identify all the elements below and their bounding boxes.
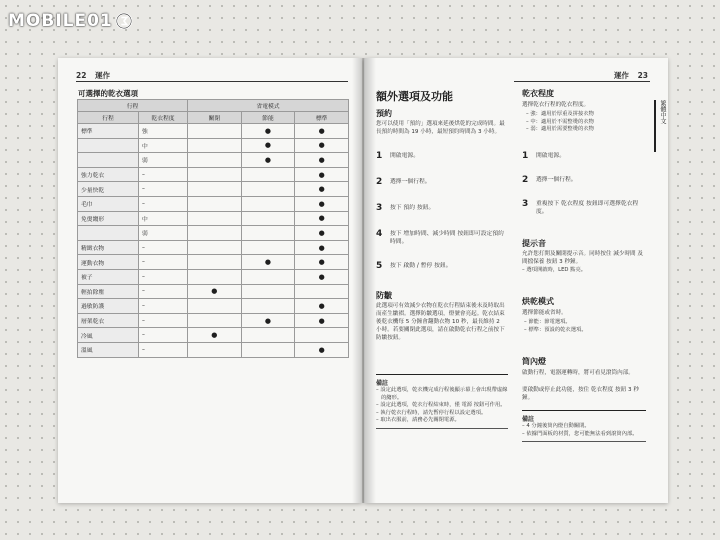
off-cell bbox=[188, 342, 242, 357]
left-page-header bbox=[76, 70, 110, 81]
program-cell: 過敏防護 bbox=[78, 299, 139, 314]
page-title: 額外選項及功能 bbox=[376, 90, 453, 103]
saving-cell bbox=[241, 182, 295, 197]
standard-cell: ● bbox=[295, 255, 349, 270]
step-number: 5 bbox=[376, 261, 383, 271]
dryness-level-text: 弱：適用於需要整燙的衣物 bbox=[530, 126, 594, 133]
delay-heading: 預約 bbox=[376, 109, 392, 118]
note-box-2 bbox=[522, 410, 646, 442]
step-item bbox=[522, 152, 646, 161]
program-cell: 溫風 bbox=[78, 342, 139, 357]
wrinkle-heading: 防皺 bbox=[376, 291, 392, 300]
saving-cell bbox=[241, 299, 295, 314]
step-number: 2 bbox=[522, 175, 529, 185]
header-title: 運作 bbox=[613, 71, 629, 80]
step-text: 重複按下 乾衣程度 按鈕即可選擇乾衣程度。 bbox=[536, 201, 639, 215]
dryness-cell: – bbox=[139, 167, 188, 182]
bullet-dash: – bbox=[524, 319, 529, 325]
saving-cell bbox=[241, 240, 295, 255]
dryness-level-text: 中：適用於不需整燙的衣物 bbox=[530, 118, 594, 125]
off-cell bbox=[188, 196, 242, 211]
watermark bbox=[8, 8, 133, 34]
saving-cell bbox=[241, 269, 295, 284]
bullet-dash: – bbox=[376, 387, 381, 393]
col-program-header: 行程 bbox=[78, 112, 139, 124]
off-cell: ● bbox=[188, 328, 242, 343]
buzzer-body: 允許您打開及關閉提示音。同時按住 減少時間 及 間擋保養 按鈕 3 秒鐘。 bbox=[522, 251, 644, 265]
program-cell: 毛巾 bbox=[78, 196, 139, 211]
saving-cell bbox=[241, 167, 295, 182]
note-item-text: 取出衣服前，請務必先關閉電源。 bbox=[380, 417, 460, 424]
note-item bbox=[376, 417, 508, 425]
eco-body: 選擇節能或省時。 bbox=[522, 310, 567, 316]
note-list bbox=[376, 387, 508, 425]
dryness-cell: – bbox=[139, 284, 188, 299]
program-cell: 少量快乾 bbox=[78, 182, 139, 197]
step-number: 3 bbox=[522, 199, 529, 209]
off-cell: ● bbox=[188, 284, 242, 299]
saving-cell: ● bbox=[241, 124, 295, 139]
step-number: 4 bbox=[376, 229, 383, 239]
wrinkle-body: 此選項可有效減少衣物在乾衣行程結束後未及時取出而產生皺褶。選擇防皺選項，燈號會亮起。乾衣結束後乾衣機每 5 分鐘會翻動衣物 10 秒，最長維持 2 小時。若要關閉此選項，請在啟動乾衣行程之前按下防皺按鈕。 bbox=[376, 303, 505, 341]
off-cell bbox=[188, 167, 242, 182]
step-item bbox=[376, 262, 508, 271]
program-cell: 強力乾衣 bbox=[78, 167, 139, 182]
group-energy-header: 省電模式 bbox=[188, 100, 349, 112]
bullet-dash: – bbox=[522, 423, 527, 429]
bullet-dash: – bbox=[526, 118, 531, 125]
step-text: 按下 預約 按鈕。 bbox=[390, 205, 435, 211]
dryness-cell: – bbox=[139, 313, 188, 328]
step-number: 2 bbox=[376, 177, 383, 187]
bullet-dash: – bbox=[376, 409, 381, 416]
standard-cell: ● bbox=[295, 196, 349, 211]
note-item-text: 依據門面板的材質，您可能無法看到滾筒內部。 bbox=[526, 430, 638, 437]
bullet-dash: – bbox=[376, 417, 381, 424]
off-cell bbox=[188, 211, 242, 226]
note-title: 備註 bbox=[376, 380, 389, 387]
saving-cell bbox=[241, 284, 295, 299]
table-row bbox=[78, 299, 349, 314]
dryness-cell: – bbox=[139, 299, 188, 314]
saving-cell bbox=[241, 342, 295, 357]
off-cell bbox=[188, 182, 242, 197]
note-title: 備註 bbox=[522, 416, 535, 423]
buzzer-item bbox=[522, 267, 651, 275]
bullet-dash: – bbox=[522, 267, 527, 273]
page-number: 22 bbox=[76, 71, 87, 80]
standard-cell: ● bbox=[295, 167, 349, 182]
bullet-dash: – bbox=[526, 126, 531, 133]
table-row bbox=[78, 211, 349, 226]
program-cell: 被子 bbox=[78, 269, 139, 284]
dryness-cell: – bbox=[139, 342, 188, 357]
dryness-cell: 中 bbox=[139, 138, 188, 153]
table-row bbox=[78, 255, 349, 270]
dryness-cell: – bbox=[139, 182, 188, 197]
step-item bbox=[376, 152, 508, 161]
delay-intro: 您可以使用「預約」選項來延後烘乾的完成時間。最長預約時間為 19 小時，最短預約時間為 3 小時。 bbox=[376, 121, 505, 135]
header-rule bbox=[514, 81, 650, 82]
program-cell: 免燙縐形 bbox=[78, 211, 139, 226]
step-item bbox=[376, 178, 508, 187]
table-row bbox=[78, 153, 349, 168]
col-saving-header: 節能 bbox=[241, 112, 295, 124]
standard-cell: ● bbox=[295, 138, 349, 153]
watermark-text: MOBILE01 bbox=[8, 11, 113, 31]
bullet-dash: – bbox=[526, 111, 531, 117]
bullet-dash: – bbox=[524, 326, 529, 333]
standard-cell: ● bbox=[295, 124, 349, 139]
note-item bbox=[376, 387, 508, 402]
table-row bbox=[78, 269, 349, 284]
left-page bbox=[58, 58, 362, 503]
table-row bbox=[78, 167, 349, 182]
program-cell: 輕拍除塵 bbox=[78, 284, 139, 299]
drum-light-heading: 筒內燈 bbox=[522, 357, 546, 366]
drum-light-body-2: 要啟動或停止此功能，按住 乾衣程度 按鈕 3 秒鐘。 bbox=[522, 387, 639, 401]
program-cell: 層架乾衣 bbox=[78, 313, 139, 328]
saving-cell: ● bbox=[241, 255, 295, 270]
open-manual bbox=[58, 58, 668, 503]
standard-cell: ● bbox=[295, 342, 349, 357]
step-text: 選擇一個行程。 bbox=[536, 177, 577, 183]
col-dryness-header: 乾衣程度 bbox=[139, 112, 188, 124]
program-cell bbox=[78, 153, 139, 168]
table-row bbox=[78, 182, 349, 197]
saving-cell: ● bbox=[241, 313, 295, 328]
right-page-header bbox=[614, 70, 648, 81]
step-text: 開啟電源。 bbox=[390, 153, 419, 159]
dryness-cell: 弱 bbox=[139, 153, 188, 168]
off-cell bbox=[188, 269, 242, 284]
col-off-header: 關閉 bbox=[188, 112, 242, 124]
dryness-cell: – bbox=[139, 240, 188, 255]
note-item-text: 設定此選項，乾衣機完成行程後顯示幕上會出現帶虛線的縐形。 bbox=[380, 387, 508, 401]
standard-cell: ● bbox=[295, 269, 349, 284]
dry-options-table bbox=[77, 99, 349, 358]
standard-cell: ● bbox=[295, 299, 349, 314]
table-row bbox=[78, 196, 349, 211]
language-side-tab: 繁體中文 bbox=[654, 100, 666, 152]
section-title: 可選擇的乾衣選項 bbox=[78, 89, 138, 98]
dryness-cell: 弱 bbox=[139, 226, 188, 241]
standard-cell bbox=[295, 284, 349, 299]
eco-heading: 烘乾模式 bbox=[522, 297, 554, 306]
table-row bbox=[78, 328, 349, 343]
off-cell bbox=[188, 240, 242, 255]
dryness-intro: 選擇乾衣行程的乾衣程度。 bbox=[522, 102, 590, 108]
buzzer-item-text: 選項開啟時，LED 點亮。 bbox=[526, 267, 587, 273]
standard-cell bbox=[295, 328, 349, 343]
dryness-level bbox=[526, 111, 644, 119]
program-cell: 標準 bbox=[78, 124, 139, 139]
header-title: 運作 bbox=[95, 71, 111, 80]
table-row bbox=[78, 342, 349, 357]
saving-cell bbox=[241, 196, 295, 211]
program-cell: 運動衣物 bbox=[78, 255, 139, 270]
note-item-text: 4 分鐘後筒內燈自動關閉。 bbox=[526, 423, 590, 429]
off-cell bbox=[188, 255, 242, 270]
off-cell bbox=[188, 153, 242, 168]
page-number: 23 bbox=[637, 71, 648, 80]
saving-cell bbox=[241, 211, 295, 226]
note-list bbox=[522, 423, 646, 438]
step-text: 按下 增加時間、減少時間 按鈕即可設定預約時間。 bbox=[390, 231, 504, 245]
eco-item-text: 標準：預設的乾衣選項。 bbox=[528, 326, 587, 333]
dryness-heading: 乾衣程度 bbox=[522, 89, 554, 98]
saving-cell: ● bbox=[241, 153, 295, 168]
table-row bbox=[78, 240, 349, 255]
note-item-text: 執行乾衣行程時，請先暫停行程以設定選項。 bbox=[380, 409, 487, 416]
dryness-cell: – bbox=[139, 196, 188, 211]
buzzer-heading: 提示音 bbox=[522, 239, 546, 248]
col-standard-header: 標準 bbox=[295, 112, 349, 124]
dryness-cell: 中 bbox=[139, 211, 188, 226]
note-box-1 bbox=[376, 374, 508, 429]
note-item bbox=[522, 431, 646, 439]
dryness-cell: 強 bbox=[139, 124, 188, 139]
table-row bbox=[78, 284, 349, 299]
saving-cell: ● bbox=[241, 138, 295, 153]
eco-item bbox=[524, 327, 646, 335]
table-row bbox=[78, 138, 349, 153]
off-cell bbox=[188, 313, 242, 328]
dryness-levels bbox=[526, 111, 644, 134]
standard-cell: ● bbox=[295, 240, 349, 255]
program-cell bbox=[78, 226, 139, 241]
saving-cell bbox=[241, 328, 295, 343]
bullet-dash: – bbox=[376, 402, 381, 409]
standard-cell: ● bbox=[295, 313, 349, 328]
eco-item-text: 節能：節電選項。 bbox=[528, 319, 571, 325]
drum-light-body-1: 啟動行程，電器運轉時，將可看見滾筒內部。 bbox=[522, 370, 634, 376]
step-number: 1 bbox=[376, 151, 383, 161]
note-item bbox=[376, 402, 508, 410]
off-cell bbox=[188, 226, 242, 241]
step-number: 3 bbox=[376, 203, 383, 213]
note-item bbox=[522, 423, 646, 431]
standard-cell: ● bbox=[295, 153, 349, 168]
saving-cell bbox=[241, 226, 295, 241]
step-item bbox=[376, 230, 508, 246]
dryness-cell: – bbox=[139, 269, 188, 284]
program-cell: 精緻衣物 bbox=[78, 240, 139, 255]
standard-cell: ● bbox=[295, 211, 349, 226]
group-program-header: 行程 bbox=[78, 100, 188, 112]
off-cell bbox=[188, 124, 242, 139]
eco-list bbox=[524, 319, 646, 334]
table-row bbox=[78, 124, 349, 139]
program-cell bbox=[78, 138, 139, 153]
step-text: 按下 啟動 / 暫停 按鈕。 bbox=[390, 263, 452, 269]
program-cell: 冷風 bbox=[78, 328, 139, 343]
right-page bbox=[364, 58, 668, 503]
off-cell bbox=[188, 299, 242, 314]
step-item bbox=[376, 204, 508, 213]
table-row bbox=[78, 313, 349, 328]
header-rule bbox=[76, 81, 348, 82]
dryness-level-text: 強：適用於厚重及拼接衣物 bbox=[530, 111, 594, 117]
dryness-cell: – bbox=[139, 328, 188, 343]
off-cell bbox=[188, 138, 242, 153]
table-row bbox=[78, 226, 349, 241]
standard-cell: ● bbox=[295, 226, 349, 241]
step-item bbox=[522, 176, 646, 185]
table-body bbox=[78, 124, 349, 358]
step-text: 開啟電源。 bbox=[536, 153, 565, 159]
note-item-text: 設定此選項，乾衣行程結束時，僅 電源 按鈕可作用。 bbox=[380, 402, 506, 409]
standard-cell: ● bbox=[295, 182, 349, 197]
bullet-dash: – bbox=[522, 430, 527, 437]
mobile01-logo-icon bbox=[115, 12, 133, 30]
step-number: 1 bbox=[522, 151, 529, 161]
step-item bbox=[522, 200, 646, 216]
step-text: 選擇一個行程。 bbox=[390, 179, 431, 185]
dryness-cell: – bbox=[139, 255, 188, 270]
eco-item bbox=[524, 319, 646, 327]
dryness-level bbox=[526, 126, 644, 134]
